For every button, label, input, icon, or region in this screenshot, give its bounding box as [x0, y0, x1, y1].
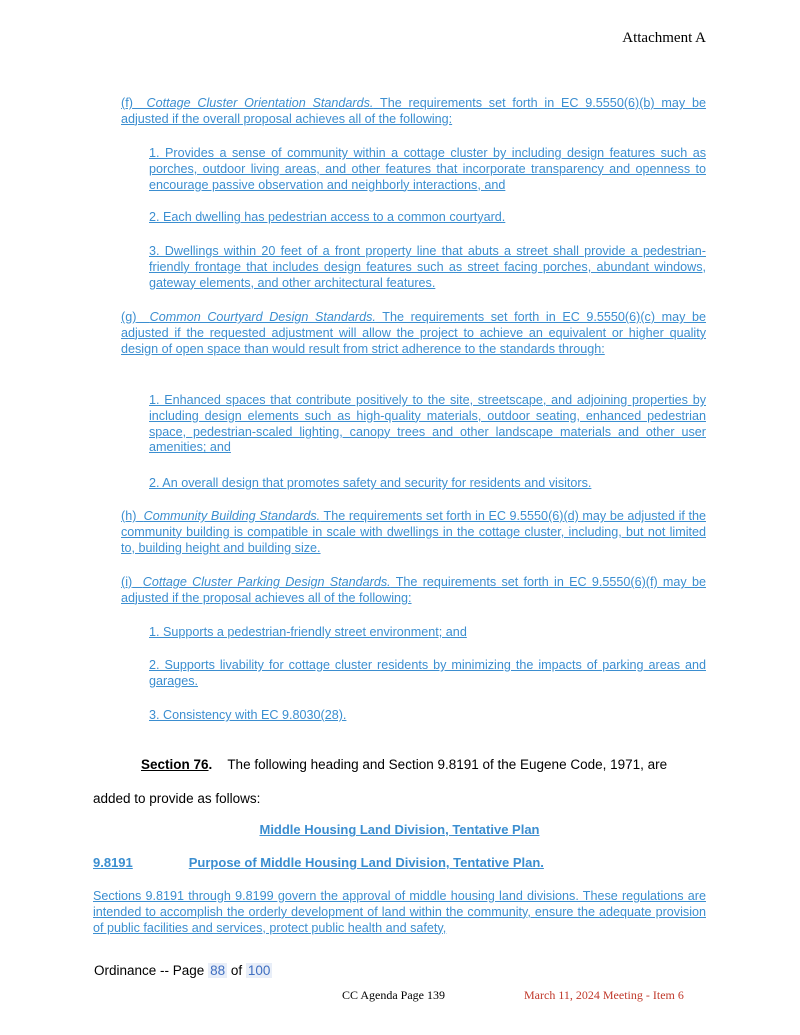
section-number: 9.8191 — [93, 855, 133, 870]
paragraph-f — [121, 96, 706, 128]
item-text: The requirements set forth in EC 9.5550(6)(d) may be adjusted if the community building is compatible in scale with dwellings in the cottage cluster, including, but not limited to, building height and building size. — [121, 509, 706, 555]
section-title: Purpose of Middle Housing Land Division, Tentative Plan. — [188, 855, 544, 870]
section-period: . — [208, 757, 213, 772]
sub-g-2: 2. An overall design that promotes safety and security for residents and visitors. — [149, 476, 592, 490]
section-76-line — [141, 755, 707, 775]
section-heading: Middle Housing Land Division, Tentative Plan — [259, 822, 540, 837]
item-title: Cottage Cluster Orientation Standards. — [146, 96, 374, 110]
section-9-8191-heading — [93, 855, 706, 870]
paragraph-h — [121, 509, 706, 556]
meeting-label: March 11, 2024 Meeting - Item 6 — [524, 988, 684, 1002]
item-text: The requirements set forth in EC 9.5550(6)(c) may be adjusted if the requested adjustment will allow the project to achieve an equivalent or higher quality design of open space than would result from strict adherence to the standards through: — [121, 310, 707, 356]
paragraph-i — [121, 575, 706, 607]
sub-i-3: 3. Consistency with EC 9.8030(28). — [149, 708, 347, 722]
section-label: Section 76 — [141, 757, 209, 772]
item-text: The requirements set forth in EC 9.5550(6)(b) may be adjusted if the overall proposal achieves all of the following: — [121, 96, 707, 126]
item-text: The requirements set forth in EC 9.5550(6)(f) may be adjusted if the proposal achieves all of the following: — [121, 575, 707, 605]
paragraph-g — [121, 310, 706, 357]
page-of: of — [230, 963, 243, 978]
sub-f-3: 3. Dwellings within 20 feet of a front property line that abuts a street shall provide a pedestrian-friendly frontage that includes design features such as street facing porches, abundant windows, gateway elements, and other architectural features. — [149, 244, 706, 290]
ordinance-label: Ordinance -- Page — [94, 963, 205, 978]
item-title: Cottage Cluster Parking Design Standards. — [142, 575, 391, 589]
item-letter: (f) — [121, 96, 133, 110]
item-letter: (i) — [121, 575, 133, 589]
section-76-continuation: added to provide as follows: — [93, 791, 261, 806]
sub-i-1: 1. Supports a pedestrian-friendly street environment; and — [149, 625, 467, 639]
purpose-paragraph: Sections 9.8191 through 9.8199 govern the approval of middle housing land divisions. These regulations are intended to accomplish the orderly development of land within the community, ensure the adequate provision of public facilities and services, protect public health and safety, — [93, 889, 706, 935]
item-title: Common Courtyard Design Standards. — [149, 310, 376, 324]
section-text: The following heading and Section 9.8191 of the Eugene Code, 1971, are — [227, 757, 668, 772]
item-letter: (h) — [121, 509, 137, 523]
sub-f-1: 1. Provides a sense of community within a cottage cluster by including design features such as porches, outdoor living areas, and other features that incorporate transparency and openness to encourage passive observation and neighborly interactions, and — [149, 146, 706, 192]
sub-f-2: 2. Each dwelling has pedestrian access to a common courtyard. — [149, 210, 506, 224]
item-letter: (g) — [121, 310, 137, 324]
sub-i-2: 2. Supports livability for cottage cluster residents by minimizing the impacts of parking areas and garages. — [149, 658, 706, 688]
sub-g-1: 1. Enhanced spaces that contribute positively to the site, streetscape, and adjoining properties by including design elements such as high-quality materials, outdoor seating, enhanced pedestrian space, pedestrian-scaled lighting, canopy trees and other landscape materials and other user amenities; and — [149, 393, 706, 455]
page-footer — [94, 963, 272, 978]
attachment-header: Attachment A — [622, 30, 706, 46]
page-total: 100 — [247, 963, 271, 978]
page-number: 88 — [210, 963, 226, 978]
agenda-page: CC Agenda Page 139 — [342, 988, 445, 1002]
item-title: Community Building Standards. — [143, 509, 321, 523]
